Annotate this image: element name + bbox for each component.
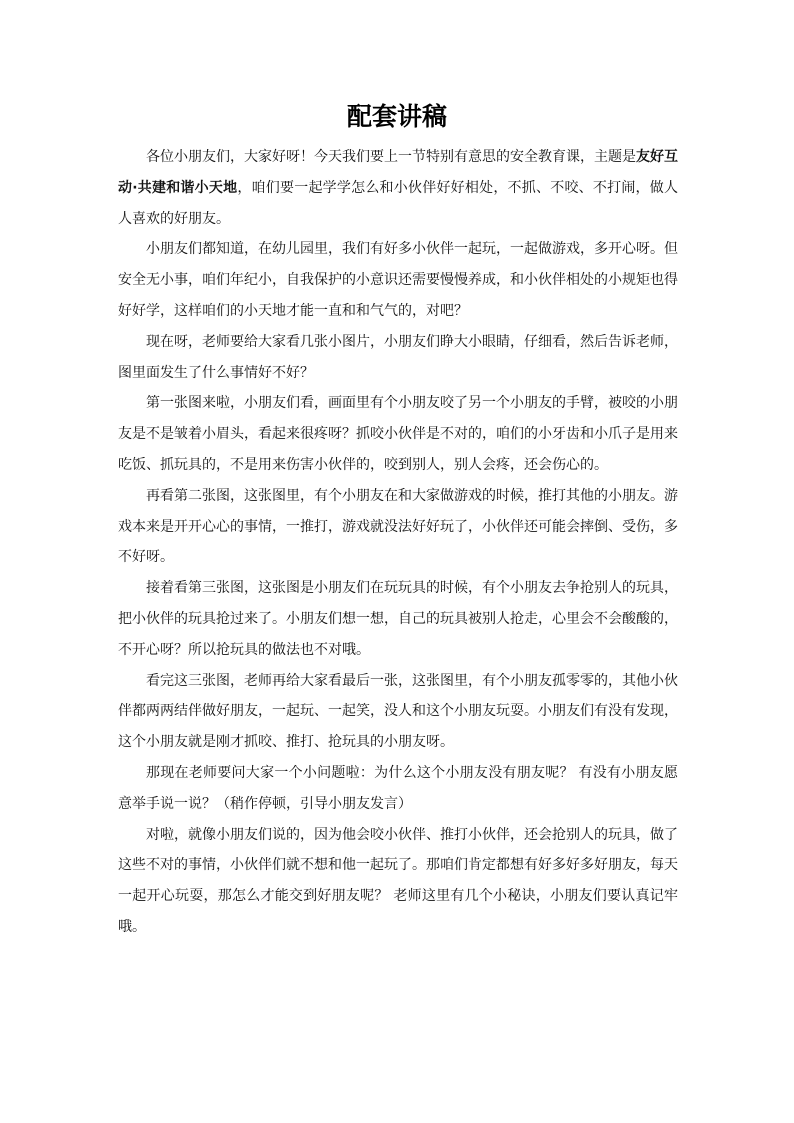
paragraph: 对啦，就像小朋友们说的，因为他会咬小伙伴、推打小伙伴，还会抢别人的玩具，做了这些不对的事情，小伙伴们就不想和他一起玩了。那咱们肯定都想有好多好多好朋友，每天一起开心玩耍，那怎么才能交到好朋友呢？ 老师这里有几个小秘诀，小朋友们要认真记牢哦。 <box>118 826 678 935</box>
paragraph: 接着看第三张图，这张图是小朋友们在玩玩具的时候，有个小朋友去争抢别人的玩具，把小伙伴的玩具抢过来了。小朋友们想一想，自己的玩具被别人抢走，心里会不会酸酸的，不开心呀？所以抢玩具的做法也不对哦。 <box>118 580 678 658</box>
paragraph: 看完这三张图，老师再给大家看最后一张，这张图里，有个小朋友孤零零的，其他小伙伴都两两结伴做好朋友，一起玩、一起笑，没人和这个小朋友玩耍。小朋友们有没有发现，这个小朋友就是刚才抓咬、推打、抢玩具的小朋友呀。 <box>118 672 678 751</box>
paragraph: 现在呀，老师要给大家看几张小图片，小朋友们睁大小眼睛，仔细看，然后告诉老师，图里面发生了什么事情好不好？ <box>118 333 678 381</box>
intro-text-after: ，咱们要一起学学怎么和小伙伴好好相处，不抓、不咬、不打闹，做人人喜欢的好朋友。 <box>118 179 678 227</box>
lesson-theme: 友好互动·共建和谐小天地 <box>118 149 678 196</box>
paragraph: 那现在老师要问大家一个小问题啦：为什么这个小朋友没有朋友呢？ 有没有小朋友愿意举手说一说？（稍作停顿，引导小朋友发言） <box>118 764 678 812</box>
paragraph: 小朋友们都知道，在幼儿园里，我们有好多小伙伴一起玩，一起做游戏，多开心呀。但安全无小事，咱们年纪小，自我保护的小意识还需要慢慢养成，和小伙伴相处的小规矩也得好好学，这样咱们的小天地才能一直和和气气的，对吧？ <box>118 241 678 319</box>
paragraph: 再看第二张图，这张图里，有个小朋友在和大家做游戏的时候，推打其他的小朋友。游戏本来是开开心心的事情，一推打，游戏就没法好好玩了，小伙伴还可能会摔倒、受伤，多不好呀。 <box>118 487 678 566</box>
intro-text-before: 各位小朋友们，大家好呀！今天我们要上一节特别有意思的安全教育课，主题是 <box>146 149 636 165</box>
paragraph: 第一张图来啦，小朋友们看，画面里有个小朋友咬了另一个小朋友的手臂，被咬的小朋友是不是皱着小眉头，看起来很疼呀？抓咬小伙伴是不对的，咱们的小牙齿和小爪子是用来吃饭、抓玩具的，不是用来伤害小伙伴的，咬到别人，别人会疼，还会伤心的。 <box>118 395 678 473</box>
paragraph-intro <box>118 142 678 234</box>
page-title: 配套讲稿 <box>346 102 447 131</box>
document-body <box>118 142 678 943</box>
